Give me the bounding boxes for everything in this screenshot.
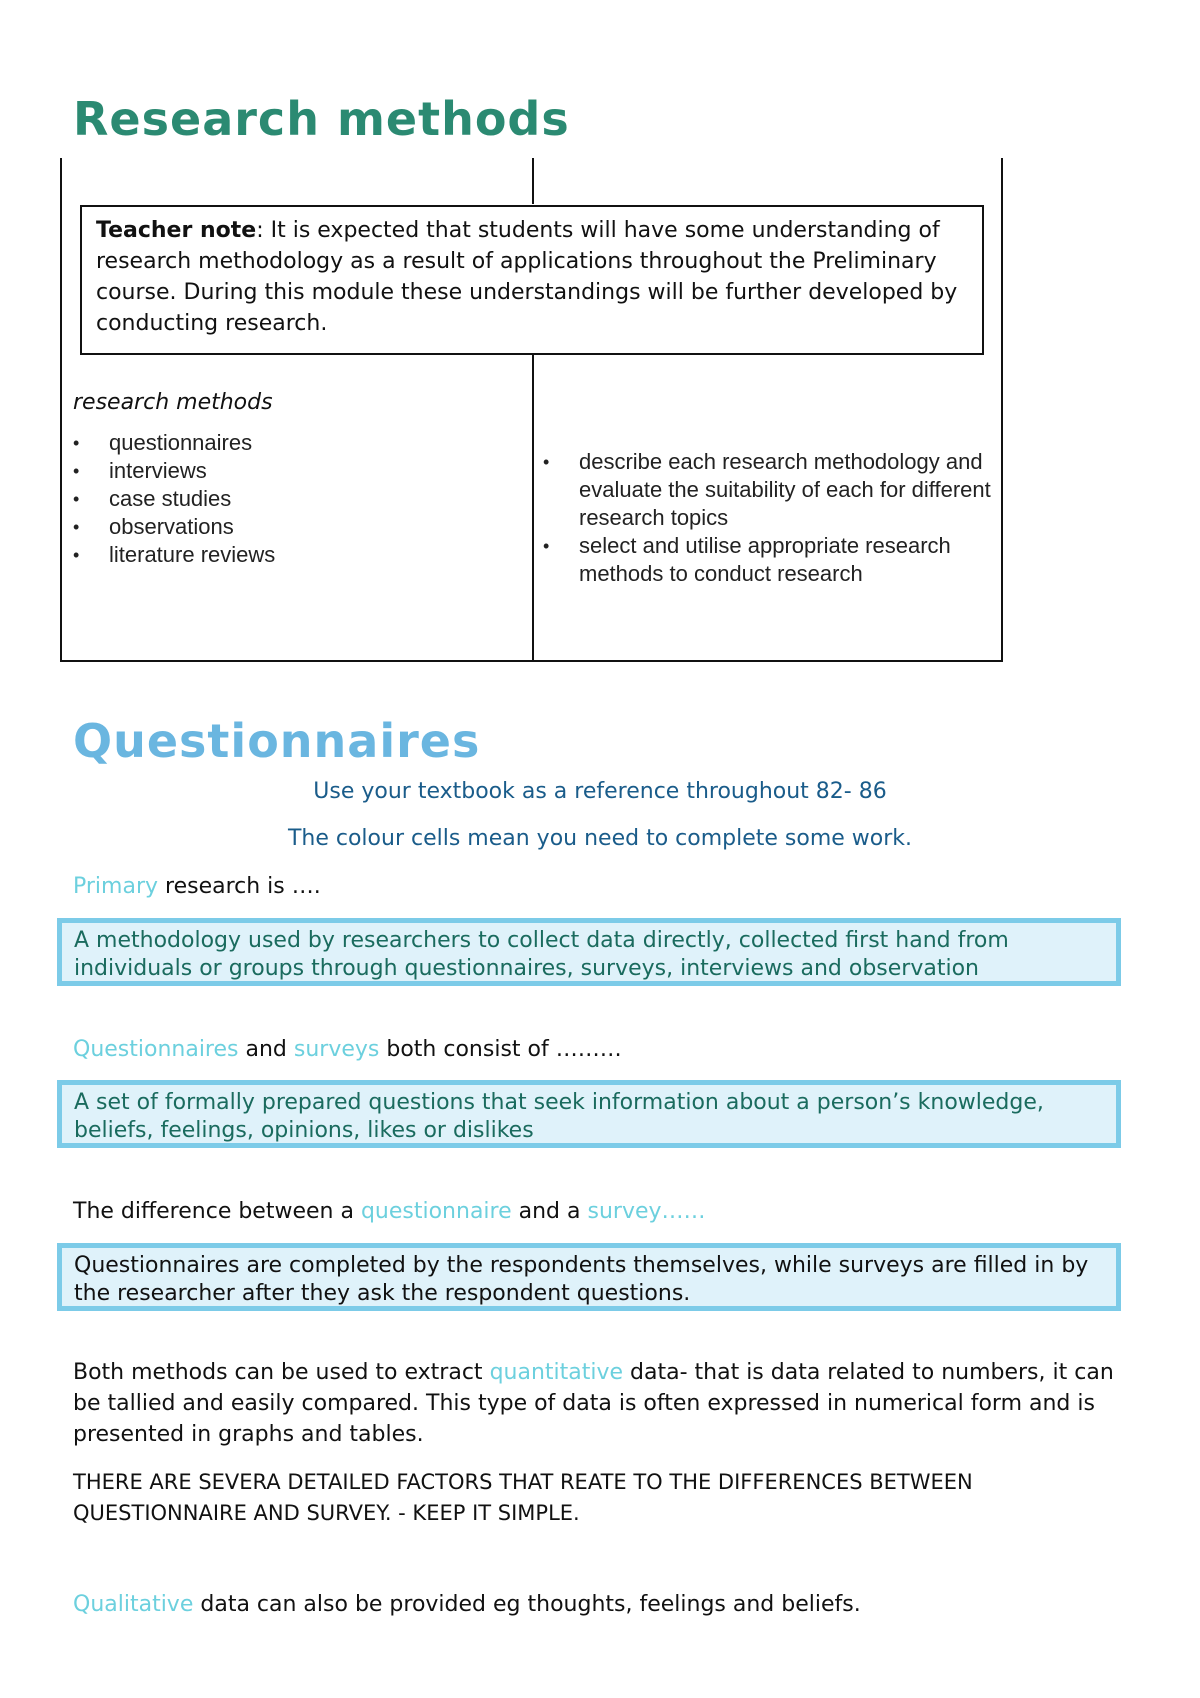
list-item: • literature reviews	[73, 541, 523, 569]
teacher-note-label: Teacher note	[96, 218, 257, 243]
section-title: Questionnaires	[73, 714, 481, 768]
outcomes-list	[543, 448, 998, 588]
question-primary	[73, 871, 1123, 902]
list-item: • select and utilise appropriate research methods to conduct research	[543, 532, 998, 588]
list-item: • interviews	[73, 457, 523, 485]
highlight-term: surveys	[293, 1037, 380, 1062]
question-text: research is ….	[158, 874, 321, 899]
list-item: • case studies	[73, 485, 523, 513]
question-text: The difference between a	[73, 1199, 361, 1224]
list-item: • questionnaires	[73, 429, 523, 457]
paragraph-text: Both methods can be used to extract	[73, 1360, 490, 1385]
research-methods-column	[73, 390, 523, 569]
highlight-term: quantitative	[489, 1360, 624, 1385]
highlight-term: Questionnaires	[73, 1037, 239, 1062]
question-difference	[73, 1196, 1123, 1227]
paragraph-text: data- that is data related to numbers, it can be tallied and easily compared. This type of data is often expressed in numerical form and is presented in graphs and tables.	[73, 1360, 1114, 1447]
question-text: and a	[511, 1199, 588, 1224]
highlight-term: Primary	[73, 874, 159, 899]
answer-cell-primary: A methodology used by researchers to collect data directly, collected first hand from individuals or groups through questionnaires, surveys, interviews and observation	[57, 918, 1121, 986]
highlight-term: questionnaire	[360, 1199, 512, 1224]
paragraph-quantitative	[73, 1357, 1123, 1450]
paragraph-text: data can also be provided eg thoughts, feelings and beliefs.	[193, 1592, 861, 1617]
highlight-term: survey……	[587, 1199, 706, 1224]
question-consist	[73, 1034, 1123, 1065]
caps-note: THERE ARE SEVERA DETAILED FACTORS THAT REATE TO THE DIFFERENCES BETWEEN QUESTIONNAIRE AND SURVEY. - KEEP IT SIMPLE.	[73, 1470, 973, 1525]
question-text: and	[238, 1037, 294, 1062]
intro-line-2: The colour cells mean you need to complete some work.	[287, 826, 913, 851]
list-item: • observations	[73, 513, 523, 541]
intro-line-1: Use your textbook as a reference throughout 82- 86	[313, 779, 887, 804]
teacher-note-text: : It is expected that students will have some understanding of research methodology as a result of applications throughout the Preliminary course. During this module these understandings will be further developed by conducting research.	[96, 218, 958, 336]
methods-list	[73, 429, 523, 569]
list-item: • describe each research methodology and evaluate the suitability of each for different research topics	[543, 448, 998, 532]
outcomes-column	[543, 448, 998, 588]
research-methods-heading: research methods	[73, 390, 273, 415]
paragraph-qualitative	[73, 1589, 1123, 1620]
answer-cell-difference: Questionnaires are completed by the respondents themselves, while surveys are filled in by the researcher after they ask the respondent questions.	[57, 1243, 1121, 1311]
question-text: both consist of ………	[379, 1037, 622, 1062]
table-divider-bottom	[532, 355, 534, 662]
answer-cell-consist: A set of formally prepared questions that seek information about a person’s knowledge, beliefs, feelings, opinions, likes or dislikes	[57, 1080, 1121, 1148]
highlight-term: Qualitative	[73, 1592, 194, 1617]
table-divider-top	[532, 158, 534, 204]
teacher-note-box	[80, 205, 984, 355]
page-title: Research methods	[73, 92, 570, 146]
